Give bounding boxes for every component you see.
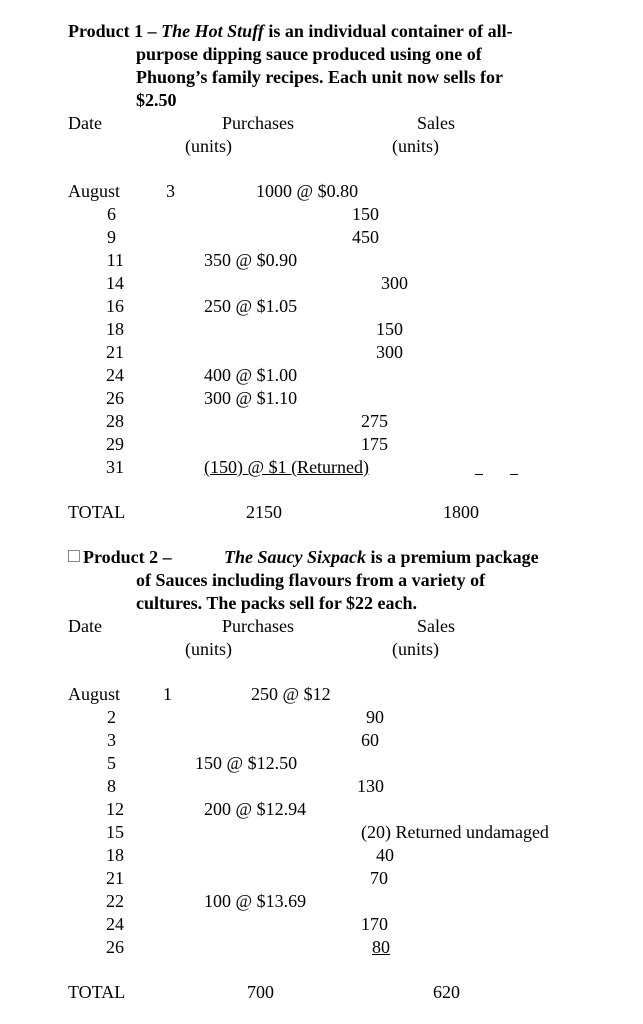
product1-sale: 300 xyxy=(376,342,403,362)
product1-day: 14 xyxy=(106,273,124,293)
product2-sale: 70 xyxy=(370,868,388,888)
product1-purchase: 1000 @ $0.80 xyxy=(256,181,359,201)
product1-heading-line3: Phuong’s family recipes. Each unit now sells for xyxy=(136,67,504,87)
product2-sale: 40 xyxy=(376,845,394,865)
product1-day: 26 xyxy=(106,388,124,408)
product1-day: 29 xyxy=(106,434,124,454)
product2-day: 21 xyxy=(106,868,124,888)
product2-sale-value: 80 xyxy=(372,937,390,957)
product1-label: Product 1 – xyxy=(68,21,162,41)
product2-day: 2 xyxy=(107,707,116,727)
product2-col-sales: Sales xyxy=(417,616,455,636)
product2-day: 12 xyxy=(106,799,124,819)
product1-day: 16 xyxy=(106,296,124,316)
product1-total-purchases: 2150 xyxy=(246,502,282,522)
product1-col-purchases: Purchases xyxy=(222,113,294,133)
product2-day: 24 xyxy=(106,914,124,934)
product1-day: 21 xyxy=(106,342,124,362)
product2-total-sales: 620 xyxy=(433,982,460,1002)
product2-day: 8 xyxy=(107,776,116,796)
product2-purchase: 150 @ $12.50 xyxy=(195,753,298,773)
product1-day: 6 xyxy=(107,204,116,224)
product1-purchase: 400 @ $1.00 xyxy=(204,365,298,385)
product2-heading-line1-name xyxy=(224,548,539,566)
product2-day: 26 xyxy=(106,937,124,957)
product2-purchase: 250 @ $12 xyxy=(251,684,331,704)
product2-sale: 90 xyxy=(366,707,384,727)
product2-name: The Saucy Sixpack xyxy=(224,547,366,567)
product1-sale: 450 xyxy=(352,227,379,247)
product1-name: The Hot Stuff xyxy=(161,21,264,41)
product2-sale xyxy=(366,938,390,956)
product1-day: 28 xyxy=(106,411,124,431)
product2-col-date: Date xyxy=(68,616,102,636)
product1-purchase: 300 @ $1.10 xyxy=(204,388,298,408)
product1-purchase: 350 @ $0.90 xyxy=(204,250,298,270)
product2-sale: 170 xyxy=(361,914,388,934)
product2-total-purchases: 700 xyxy=(247,982,274,1002)
product2-month: August xyxy=(68,684,121,704)
product1-col-sales-units: (units) xyxy=(392,136,439,156)
product1-day: 18 xyxy=(106,319,124,339)
product1-col-sales: Sales xyxy=(417,113,455,133)
product2-day: 15 xyxy=(106,822,124,842)
product2-day: 3 xyxy=(107,730,116,750)
product1-sale: 300 xyxy=(381,273,408,293)
product1-day: 24 xyxy=(106,365,124,385)
product2-day: 22 xyxy=(106,891,124,911)
product2-purchase: 100 @ $13.69 xyxy=(204,891,307,911)
product2-purchase: 200 @ $12.94 xyxy=(204,799,307,819)
product2-heading-line1 xyxy=(68,548,172,566)
product2-sale: 130 xyxy=(357,776,384,796)
product2-sale: (20) Returned undamaged xyxy=(361,822,549,842)
product1-heading-line4: $2.50 xyxy=(136,90,177,110)
product2-desc-part: is a premium package xyxy=(366,547,539,567)
product1-heading-line1 xyxy=(68,22,513,40)
product2-col-sales-units: (units) xyxy=(392,639,439,659)
product1-day: 9 xyxy=(107,227,116,247)
product2-day: 5 xyxy=(107,753,116,773)
product1-total-label: TOTAL xyxy=(68,502,126,522)
product1-col-purchases-units: (units) xyxy=(185,136,232,156)
product1-month: August xyxy=(68,181,121,201)
product2-heading-line2: of Sauces including flavours from a variety of xyxy=(136,570,486,590)
product2-label: Product 2 – xyxy=(83,547,172,567)
product1-purchase: 250 @ $1.05 xyxy=(204,296,298,316)
product1-heading-line2: purpose dipping sauce produced using one of xyxy=(136,44,482,64)
rule-dash xyxy=(510,474,518,475)
product2-heading-line3: cultures. The packs sell for $22 each. xyxy=(136,593,418,613)
product2-day: 18 xyxy=(106,845,124,865)
product1-purchase: (150) @ $1 (Returned) xyxy=(204,457,370,477)
product2-col-purchases-units: (units) xyxy=(185,639,232,659)
checkbox-icon xyxy=(68,550,80,562)
product2-day: 1 xyxy=(163,684,172,704)
product1-sale: 150 xyxy=(352,204,379,224)
product1-day: 3 xyxy=(166,181,175,201)
product2-sale: 60 xyxy=(361,730,379,750)
product1-sale: 150 xyxy=(376,319,403,339)
product1-sale: 275 xyxy=(361,411,388,431)
product1-day: 11 xyxy=(106,250,124,270)
rule-dash xyxy=(475,474,483,475)
product2-total-label: TOTAL xyxy=(68,982,126,1002)
product1-col-date: Date xyxy=(68,113,102,133)
product1-desc-part: is an individual container of all- xyxy=(263,21,513,41)
product1-sale: 175 xyxy=(361,434,388,454)
product1-total-sales: 1800 xyxy=(443,502,479,522)
product1-day: 31 xyxy=(106,457,124,477)
product2-col-purchases: Purchases xyxy=(222,616,294,636)
